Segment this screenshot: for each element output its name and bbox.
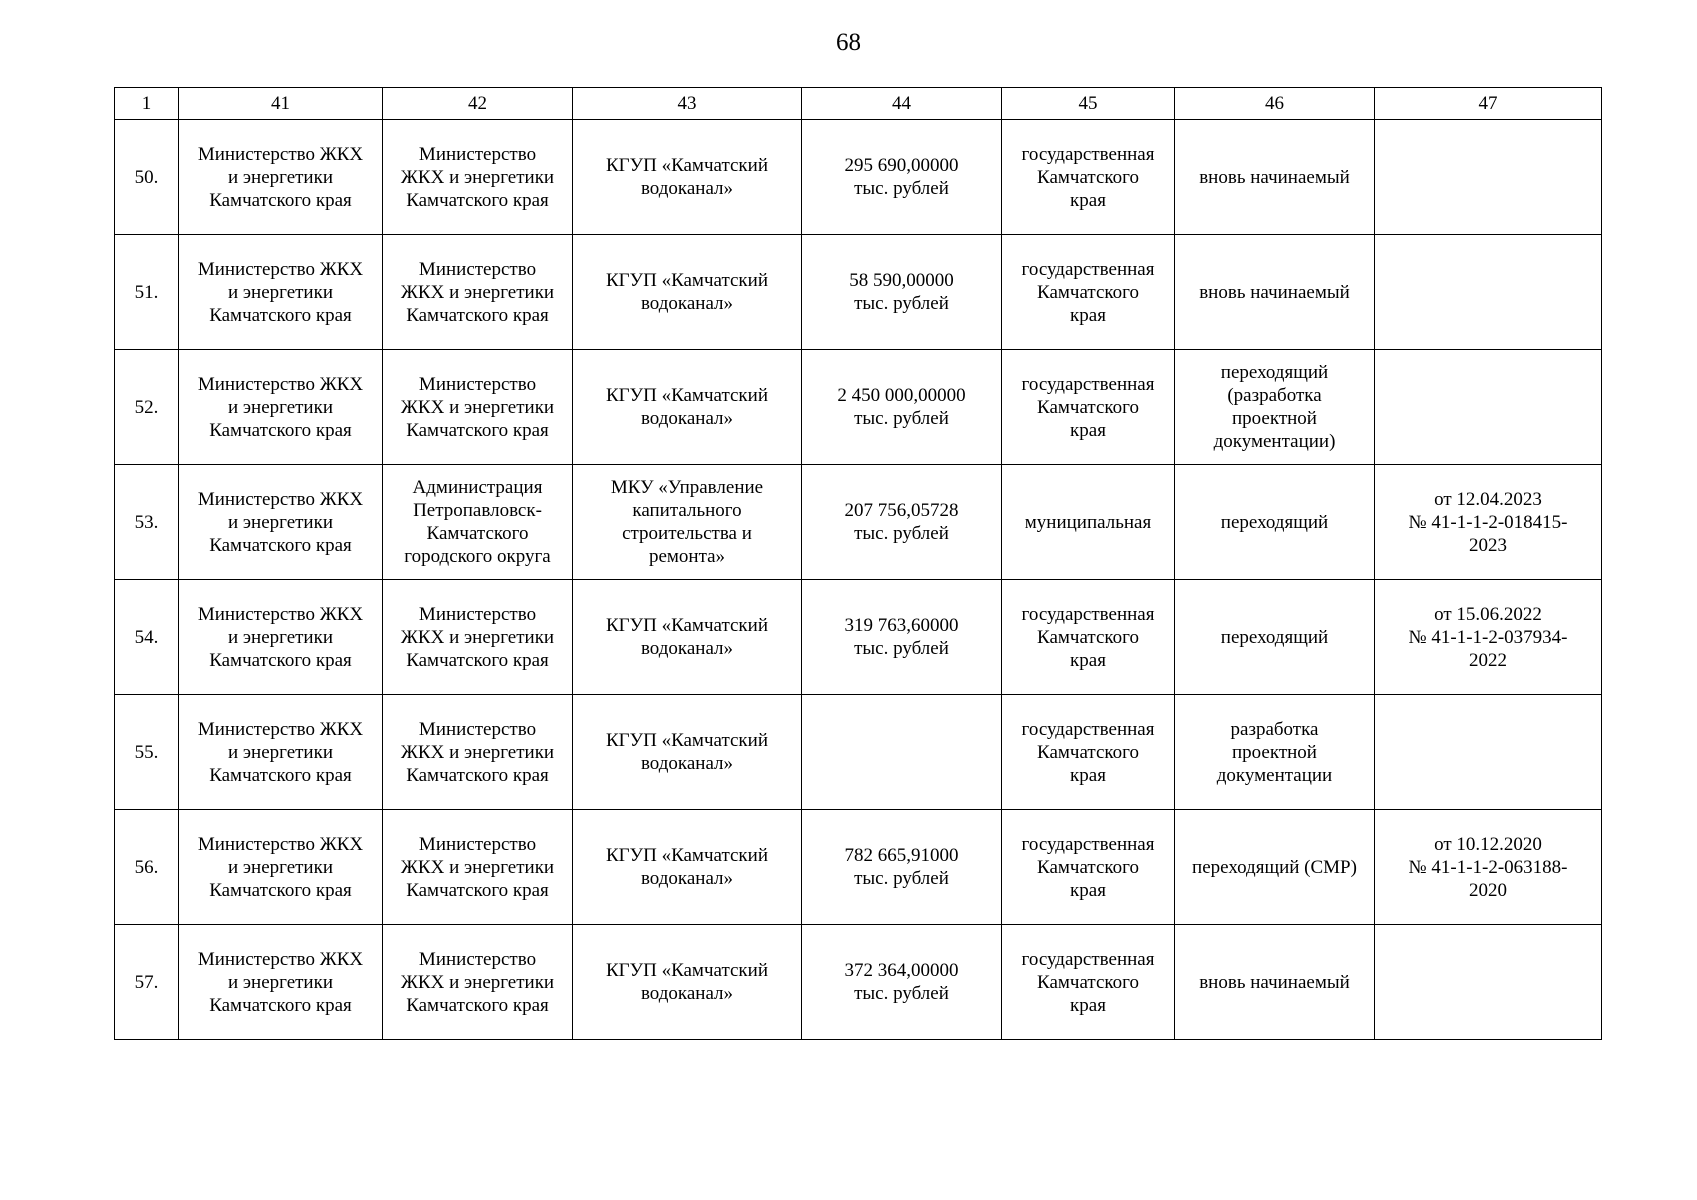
- page-number: 68: [836, 29, 861, 56]
- table-cell: Министерство ЖКХ и энергетики Камчатского края: [179, 465, 383, 580]
- table-cell: Министерство ЖКХ и энергетики Камчатского края: [383, 925, 573, 1040]
- table-cell: переходящий (СМР): [1175, 810, 1375, 925]
- table-cell: государственная Камчатского края: [1002, 925, 1175, 1040]
- table-cell: Министерство ЖКХ и энергетики Камчатского края: [179, 695, 383, 810]
- table-row: [115, 810, 1602, 925]
- table-cell: Министерство ЖКХ и энергетики Камчатского края: [179, 810, 383, 925]
- table-header-row: [115, 88, 1602, 120]
- table-cell: вновь начинаемый: [1175, 925, 1375, 1040]
- table-cell: 295 690,00000 тыс. рублей: [802, 120, 1002, 235]
- table-cell: государственная Камчатского края: [1002, 235, 1175, 350]
- table-row: [115, 120, 1602, 235]
- table-cell: 319 763,60000 тыс. рублей: [802, 580, 1002, 695]
- table-cell: 53.: [115, 465, 179, 580]
- table-row: [115, 465, 1602, 580]
- column-header: 44: [802, 88, 1002, 120]
- table-cell: Министерство ЖКХ и энергетики Камчатского края: [383, 580, 573, 695]
- table-cell: разработка проектной документации: [1175, 695, 1375, 810]
- table-cell: переходящий: [1175, 580, 1375, 695]
- table-row: [115, 350, 1602, 465]
- table-row: [115, 580, 1602, 695]
- table-cell: 54.: [115, 580, 179, 695]
- table-cell: Министерство ЖКХ и энергетики Камчатского края: [383, 695, 573, 810]
- column-header: 45: [1002, 88, 1175, 120]
- table-cell: переходящий (разработка проектной документации): [1175, 350, 1375, 465]
- table-cell: КГУП «Камчатский водоканал»: [573, 235, 802, 350]
- table-cell: 372 364,00000 тыс. рублей: [802, 925, 1002, 1040]
- table-cell: 57.: [115, 925, 179, 1040]
- table-row: [115, 235, 1602, 350]
- table-cell: [1375, 925, 1602, 1040]
- table-cell: КГУП «Камчатский водоканал»: [573, 120, 802, 235]
- table-cell: государственная Камчатского края: [1002, 350, 1175, 465]
- table-cell: государственная Камчатского края: [1002, 120, 1175, 235]
- table-cell: 52.: [115, 350, 179, 465]
- table-row: [115, 925, 1602, 1040]
- table-cell: от 12.04.2023 № 41-1-1-2-018415- 2023: [1375, 465, 1602, 580]
- table-cell: Министерство ЖКХ и энергетики Камчатского края: [179, 580, 383, 695]
- table-cell: 55.: [115, 695, 179, 810]
- table-cell: [1375, 235, 1602, 350]
- table-cell: государственная Камчатского края: [1002, 695, 1175, 810]
- table-row: [115, 695, 1602, 810]
- table-cell: 2 450 000,00000 тыс. рублей: [802, 350, 1002, 465]
- column-header: 46: [1175, 88, 1375, 120]
- table-cell: Министерство ЖКХ и энергетики Камчатского края: [383, 235, 573, 350]
- column-header: 41: [179, 88, 383, 120]
- table-cell: муниципальная: [1002, 465, 1175, 580]
- table-cell: от 10.12.2020 № 41-1-1-2-063188- 2020: [1375, 810, 1602, 925]
- column-header: 42: [383, 88, 573, 120]
- table-cell: [1375, 120, 1602, 235]
- table-cell: 56.: [115, 810, 179, 925]
- table-cell: 51.: [115, 235, 179, 350]
- table-cell: переходящий: [1175, 465, 1375, 580]
- table-cell: Министерство ЖКХ и энергетики Камчатского края: [383, 810, 573, 925]
- column-header: 1: [115, 88, 179, 120]
- table-cell: КГУП «Камчатский водоканал»: [573, 925, 802, 1040]
- table-cell: вновь начинаемый: [1175, 235, 1375, 350]
- table-cell: Администрация Петропавловск- Камчатского городского округа: [383, 465, 573, 580]
- table-cell: КГУП «Камчатский водоканал»: [573, 695, 802, 810]
- table-cell: Министерство ЖКХ и энергетики Камчатского края: [179, 235, 383, 350]
- table-cell: КГУП «Камчатский водоканал»: [573, 350, 802, 465]
- table-cell: Министерство ЖКХ и энергетики Камчатского края: [179, 925, 383, 1040]
- table-cell: 782 665,91000 тыс. рублей: [802, 810, 1002, 925]
- table-cell: 58 590,00000 тыс. рублей: [802, 235, 1002, 350]
- table-cell: [802, 695, 1002, 810]
- table-cell: Министерство ЖКХ и энергетики Камчатского края: [383, 350, 573, 465]
- table-cell: 207 756,05728 тыс. рублей: [802, 465, 1002, 580]
- table-cell: 50.: [115, 120, 179, 235]
- data-table: [114, 87, 1602, 1040]
- table-cell: вновь начинаемый: [1175, 120, 1375, 235]
- column-header: 47: [1375, 88, 1602, 120]
- table-cell: Министерство ЖКХ и энергетики Камчатского края: [179, 120, 383, 235]
- column-header: 43: [573, 88, 802, 120]
- table-cell: государственная Камчатского края: [1002, 810, 1175, 925]
- table-cell: [1375, 695, 1602, 810]
- table-cell: КГУП «Камчатский водоканал»: [573, 580, 802, 695]
- table-cell: государственная Камчатского края: [1002, 580, 1175, 695]
- table-cell: [1375, 350, 1602, 465]
- table-cell: КГУП «Камчатский водоканал»: [573, 810, 802, 925]
- table-cell: Министерство ЖКХ и энергетики Камчатского края: [383, 120, 573, 235]
- table-cell: Министерство ЖКХ и энергетики Камчатского края: [179, 350, 383, 465]
- table-cell: МКУ «Управление капитального строительства и ремонта»: [573, 465, 802, 580]
- table-cell: от 15.06.2022 № 41-1-1-2-037934- 2022: [1375, 580, 1602, 695]
